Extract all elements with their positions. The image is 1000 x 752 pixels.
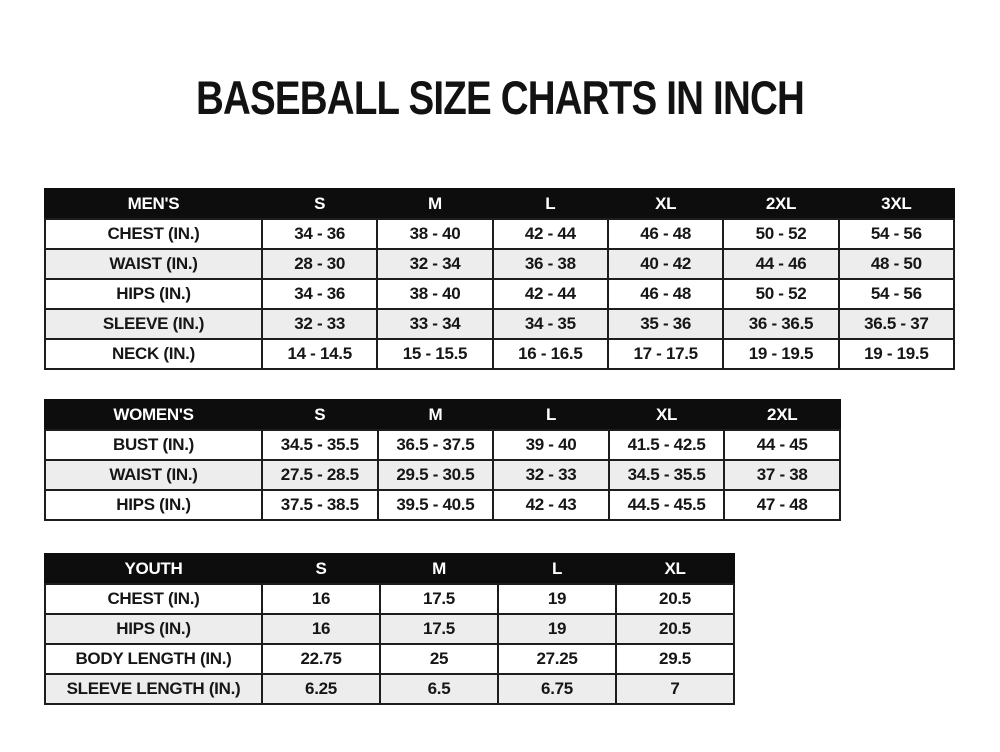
womens-table-title-cell: WOMEN'S (45, 400, 262, 430)
size-value-cell: 41.5 - 42.5 (609, 430, 725, 460)
size-value-cell: 34 - 36 (262, 219, 377, 249)
youth-size-column-header: L (498, 554, 616, 584)
size-value-cell: 28 - 30 (262, 249, 377, 279)
measurement-label-cell: WAIST (IN.) (45, 460, 262, 490)
size-value-cell: 37.5 - 38.5 (262, 490, 378, 520)
size-value-cell: 14 - 14.5 (262, 339, 377, 369)
size-value-cell: 19 (498, 584, 616, 614)
youth-size-column-header: XL (616, 554, 734, 584)
womens-size-column-header: 2XL (724, 400, 840, 430)
size-value-cell: 46 - 48 (608, 279, 723, 309)
measurement-label-cell: CHEST (IN.) (45, 219, 262, 249)
womens-size-table (44, 399, 841, 521)
measurement-label-cell: SLEEVE LENGTH (IN.) (45, 674, 262, 704)
size-value-cell: 39 - 40 (493, 430, 609, 460)
size-value-cell: 50 - 52 (723, 279, 838, 309)
mens-size-column-header: XL (608, 189, 723, 219)
measurement-label-cell: CHEST (IN.) (45, 584, 262, 614)
size-value-cell: 42 - 44 (493, 219, 608, 249)
size-value-cell: 6.75 (498, 674, 616, 704)
mens-row-hips-in (45, 279, 954, 309)
size-value-cell: 36 - 38 (493, 249, 608, 279)
mens-size-column-header: 2XL (723, 189, 838, 219)
mens-header-row (45, 189, 954, 219)
size-value-cell: 39.5 - 40.5 (378, 490, 494, 520)
size-value-cell: 29.5 (616, 644, 734, 674)
size-value-cell: 17.5 (380, 584, 498, 614)
womens-row-waist-in (45, 460, 840, 490)
size-value-cell: 6.25 (262, 674, 380, 704)
size-value-cell: 38 - 40 (377, 279, 492, 309)
size-value-cell: 44.5 - 45.5 (609, 490, 725, 520)
size-value-cell: 20.5 (616, 584, 734, 614)
measurement-label-cell: HIPS (IN.) (45, 279, 262, 309)
youth-size-column-header: S (262, 554, 380, 584)
size-value-cell: 44 - 45 (724, 430, 840, 460)
womens-size-column-header: M (378, 400, 494, 430)
size-value-cell: 54 - 56 (839, 279, 954, 309)
size-value-cell: 46 - 48 (608, 219, 723, 249)
size-value-cell: 32 - 34 (377, 249, 492, 279)
measurement-label-cell: SLEEVE (IN.) (45, 309, 262, 339)
youth-row-sleeve-length-in (45, 674, 734, 704)
size-value-cell: 47 - 48 (724, 490, 840, 520)
size-value-cell: 36 - 36.5 (723, 309, 838, 339)
youth-row-chest-in (45, 584, 734, 614)
size-value-cell: 34 - 36 (262, 279, 377, 309)
mens-table-title-cell: MEN'S (45, 189, 262, 219)
size-value-cell: 40 - 42 (608, 249, 723, 279)
womens-header-row (45, 400, 840, 430)
size-value-cell: 7 (616, 674, 734, 704)
size-value-cell: 34 - 35 (493, 309, 608, 339)
size-value-cell: 17 - 17.5 (608, 339, 723, 369)
womens-size-column-header: XL (609, 400, 725, 430)
size-value-cell: 20.5 (616, 614, 734, 644)
womens-size-column-header: L (493, 400, 609, 430)
womens-row-hips-in (45, 490, 840, 520)
measurement-label-cell: BODY LENGTH (IN.) (45, 644, 262, 674)
youth-size-column-header: M (380, 554, 498, 584)
youth-table-title-cell: YOUTH (45, 554, 262, 584)
size-value-cell: 16 - 16.5 (493, 339, 608, 369)
size-value-cell: 54 - 56 (839, 219, 954, 249)
size-value-cell: 29.5 - 30.5 (378, 460, 494, 490)
size-value-cell: 27.5 - 28.5 (262, 460, 378, 490)
youth-row-body-length-in (45, 644, 734, 674)
page-title: BASEBALL SIZE CHARTS IN INCH (195, 71, 804, 124)
size-value-cell: 34.5 - 35.5 (262, 430, 378, 460)
mens-row-sleeve-in (45, 309, 954, 339)
size-value-cell: 42 - 44 (493, 279, 608, 309)
size-value-cell: 32 - 33 (262, 309, 377, 339)
mens-size-column-header: M (377, 189, 492, 219)
size-value-cell: 34.5 - 35.5 (609, 460, 725, 490)
mens-size-column-header: S (262, 189, 377, 219)
size-value-cell: 37 - 38 (724, 460, 840, 490)
size-value-cell: 19 - 19.5 (839, 339, 954, 369)
size-value-cell: 35 - 36 (608, 309, 723, 339)
size-value-cell: 19 - 19.5 (723, 339, 838, 369)
youth-header-row (45, 554, 734, 584)
measurement-label-cell: HIPS (IN.) (45, 614, 262, 644)
size-value-cell: 38 - 40 (377, 219, 492, 249)
mens-row-neck-in (45, 339, 954, 369)
size-value-cell: 27.25 (498, 644, 616, 674)
size-value-cell: 33 - 34 (377, 309, 492, 339)
youth-size-table (44, 553, 735, 705)
size-value-cell: 36.5 - 37.5 (378, 430, 494, 460)
size-value-cell: 16 (262, 614, 380, 644)
size-value-cell: 50 - 52 (723, 219, 838, 249)
size-value-cell: 32 - 33 (493, 460, 609, 490)
measurement-label-cell: WAIST (IN.) (45, 249, 262, 279)
size-value-cell: 44 - 46 (723, 249, 838, 279)
womens-size-column-header: S (262, 400, 378, 430)
measurement-label-cell: NECK (IN.) (45, 339, 262, 369)
mens-size-column-header: L (493, 189, 608, 219)
size-value-cell: 36.5 - 37 (839, 309, 954, 339)
size-value-cell: 17.5 (380, 614, 498, 644)
youth-size-chart (44, 553, 735, 705)
mens-size-chart (44, 188, 955, 370)
size-value-cell: 25 (380, 644, 498, 674)
size-value-cell: 15 - 15.5 (377, 339, 492, 369)
measurement-label-cell: HIPS (IN.) (45, 490, 262, 520)
mens-size-table (44, 188, 955, 370)
mens-size-column-header: 3XL (839, 189, 954, 219)
mens-row-chest-in (45, 219, 954, 249)
youth-row-hips-in (45, 614, 734, 644)
womens-row-bust-in (45, 430, 840, 460)
womens-size-chart (44, 399, 841, 521)
size-value-cell: 16 (262, 584, 380, 614)
measurement-label-cell: BUST (IN.) (45, 430, 262, 460)
size-value-cell: 42 - 43 (493, 490, 609, 520)
size-value-cell: 6.5 (380, 674, 498, 704)
size-value-cell: 48 - 50 (839, 249, 954, 279)
size-value-cell: 22.75 (262, 644, 380, 674)
size-value-cell: 19 (498, 614, 616, 644)
mens-row-waist-in (45, 249, 954, 279)
